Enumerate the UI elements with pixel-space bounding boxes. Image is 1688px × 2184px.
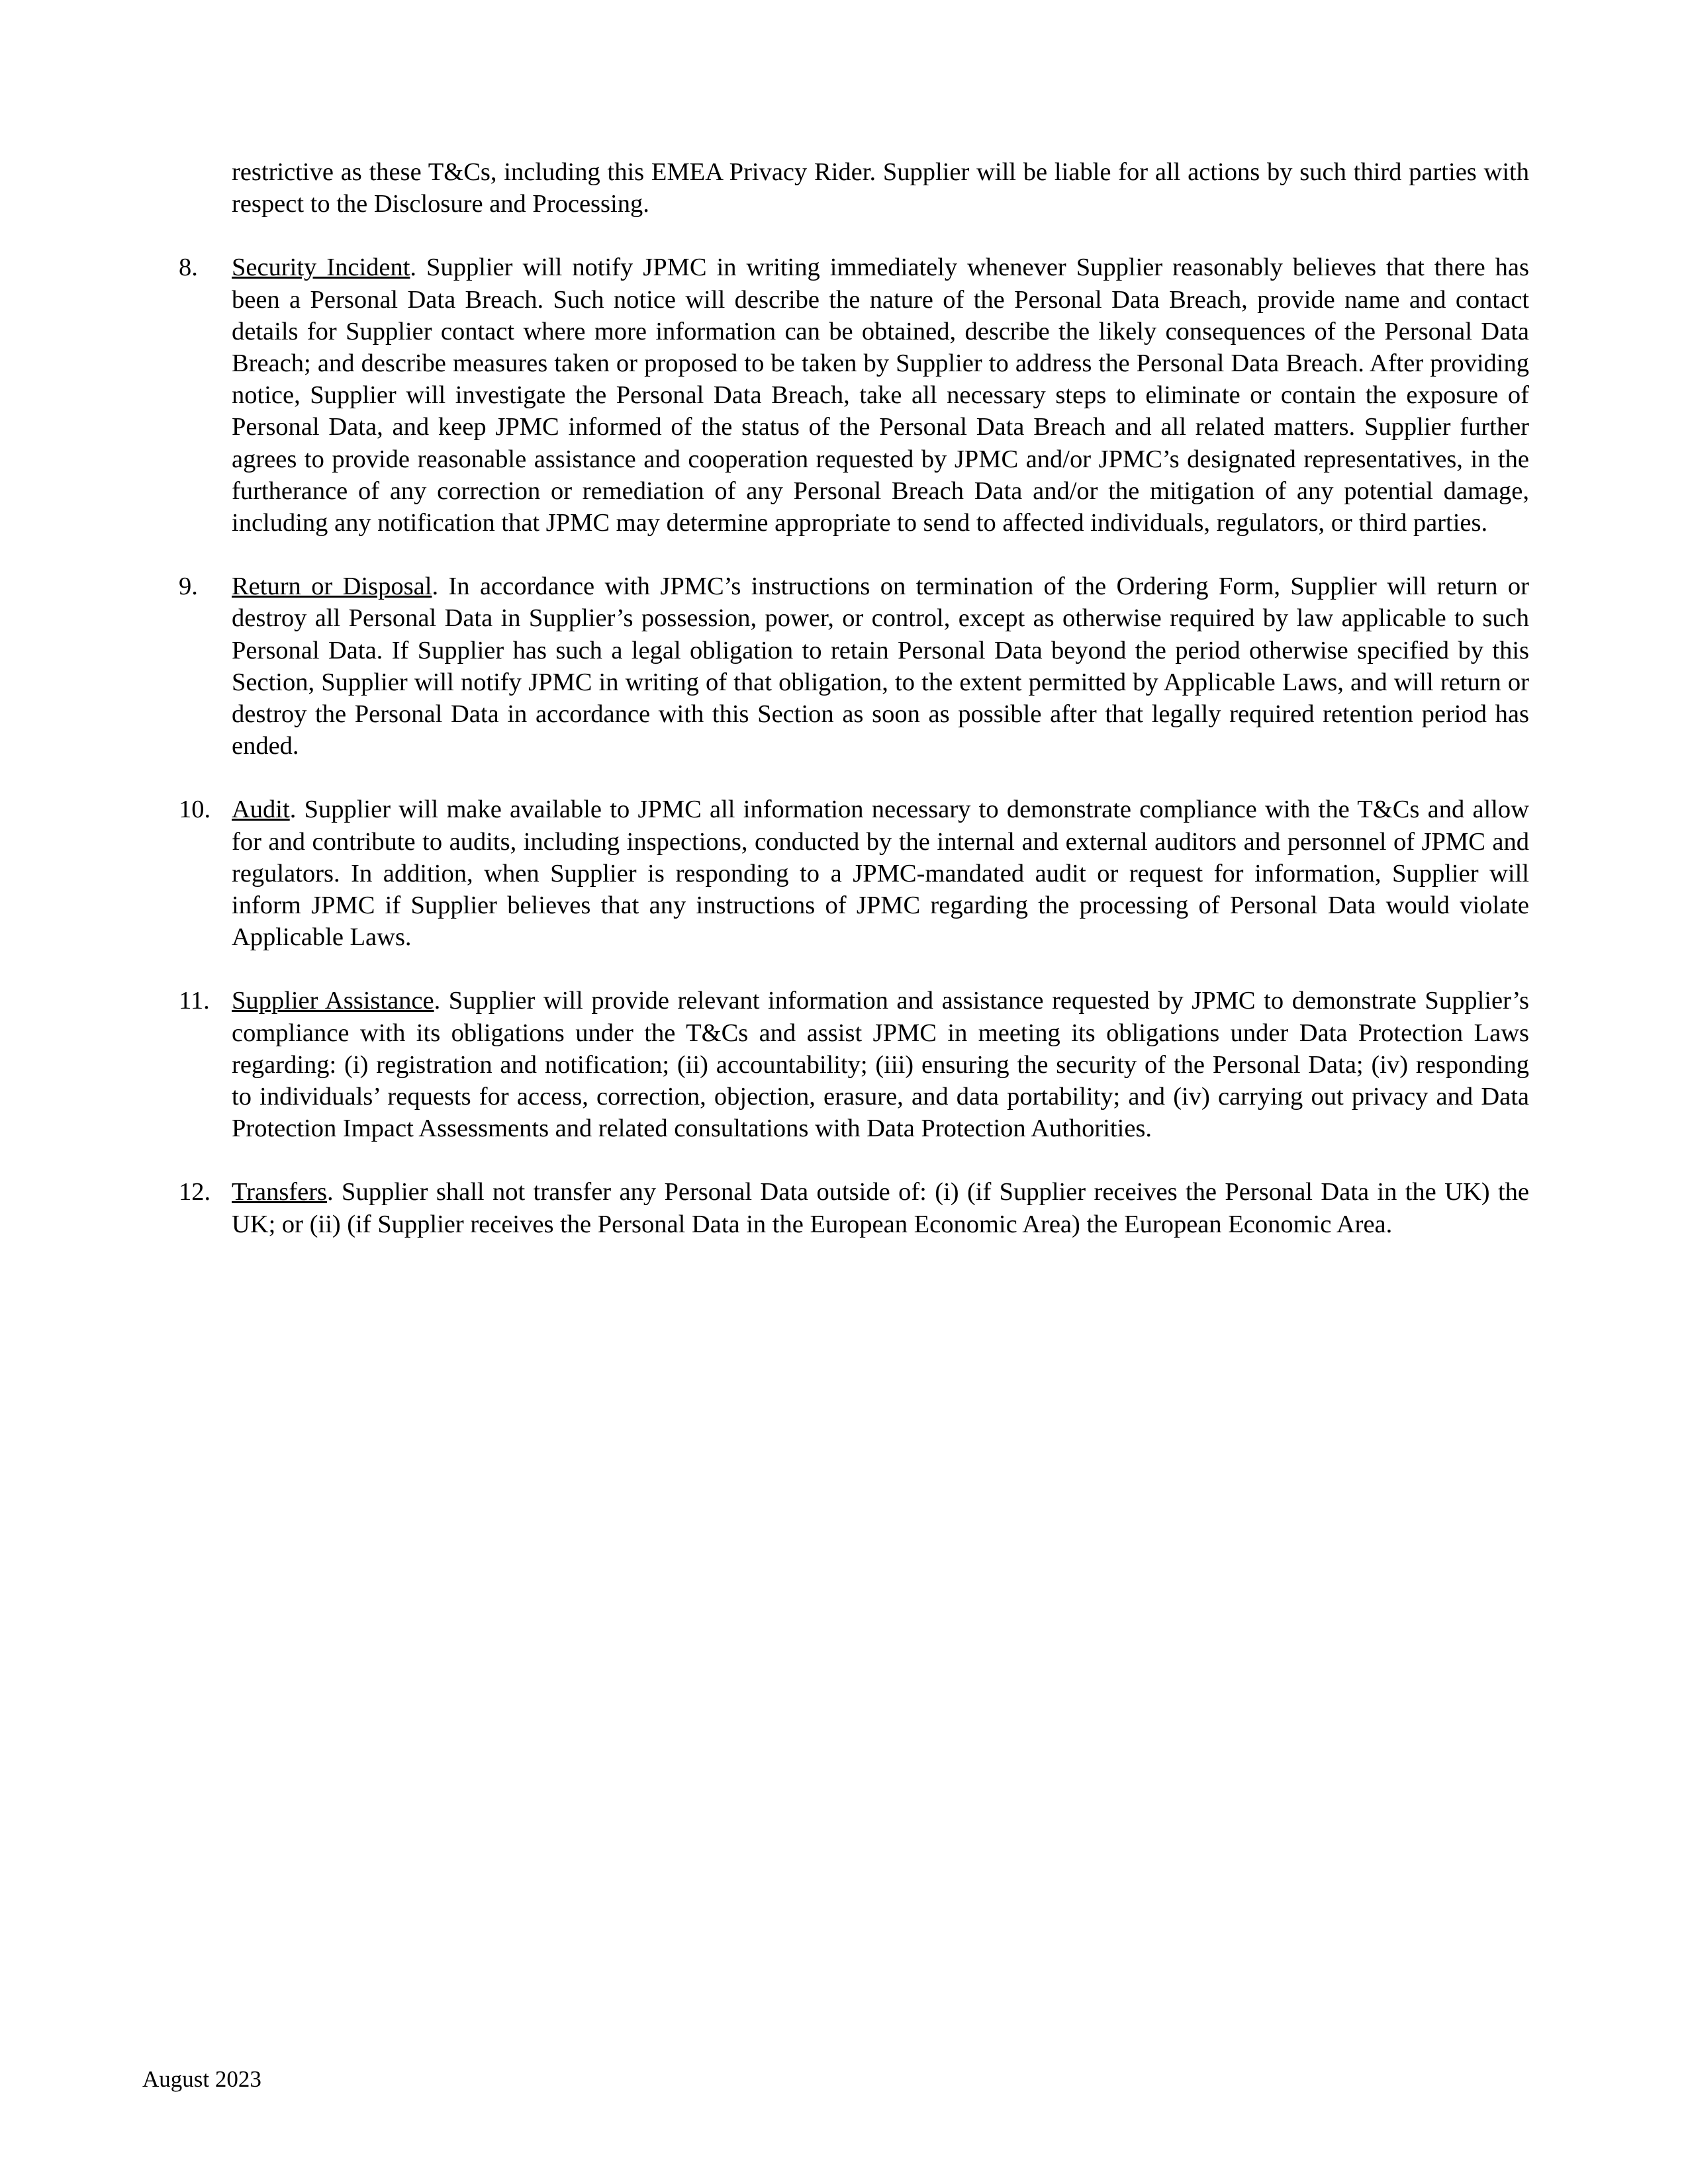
section-body: . Supplier shall not transfer any Personal Data outside of: (i) (if Supplier receives the Personal Data in the UK) the UK; or (ii) (if Supplier receives the Personal Data in the European Economic Area) the European Economic Area.: [232, 1178, 1529, 1238]
section-9: [179, 570, 1529, 762]
continuation-paragraph: restrictive as these T&Cs, including this EMEA Privacy Rider. Supplier will be liable for all actions by such third parties with respect to the Disclosure and Processing.: [232, 158, 1529, 218]
section-number: 10.: [179, 796, 211, 824]
section-number: 8.: [179, 253, 198, 282]
section-number: 12.: [179, 1178, 211, 1206]
section-heading: Return or Disposal: [232, 572, 432, 601]
section-12: [179, 1176, 1529, 1240]
document-body: [179, 156, 1529, 1272]
section-8: [179, 251, 1529, 539]
section-body: . Supplier will notify JPMC in writing immediately whenever Supplier reasonably believes that there has been a Personal Data Breach. Such notice will describe the nature of the Personal Data Breach, provide name and contact details for Supplier contact where more information can be obtained, describe the likely consequences of the Personal Data Breach; and describe measures taken or proposed to be taken by Supplier to address the Personal Data Breach. After providing notice, Supplier will investigate the Personal Data Breach, take all necessary steps to eliminate or contain the exposure of Personal Data, and keep JPMC informed of the status of the Personal Data Breach and all related matters. Supplier further agrees to provide reasonable assistance and cooperation requested by JPMC and/or JPMC’s designated representatives, in the furtherance of any correction or remediation of any Personal Breach Data and/or the mitigation of any potential damage, including any notification that JPMC may determine appropriate to send to affected individuals, regulators, or third parties.: [232, 253, 1529, 537]
section-body: . In accordance with JPMC’s instructions on termination of the Ordering Form, Supplier will return or destroy all Personal Data in Supplier’s possession, power, or control, except as otherwise required by law applicable to such Personal Data. If Supplier has such a legal obligation to retain Personal Data beyond the period otherwise specified by this Section, Supplier will notify JPMC in writing of that obligation, to the extent permitted by Applicable Laws, and will return or destroy the Personal Data in accordance with this Section as soon as possible after that legally required retention period has ended.: [232, 572, 1529, 760]
section-heading: Transfers: [232, 1178, 328, 1206]
section-body: . Supplier will make available to JPMC all information necessary to demonstrate compliance with the T&Cs and allow for and contribute to audits, including inspections, conducted by the internal and external auditors and personnel of JPMC and regulators. In addition, when Supplier is responding to a JPMC-mandated audit or request for information, Supplier will inform JPMC if Supplier believes that any instructions of JPMC regarding the processing of Personal Data would violate Applicable Laws.: [232, 796, 1529, 952]
section-body: . Supplier will provide relevant information and assistance requested by JPMC to demonstrate Supplier’s compliance with its obligations under the T&Cs and assist JPMC in meeting its obligations under Data Protection Laws regarding: (i) registration and notification; (ii) accountability; (iii) ensuring the security of the Personal Data; (iv) responding to individuals’ requests for access, correction, objection, erasure, and data portability; and (iv) carrying out privacy and Data Protection Impact Assessments and related consultations with Data Protection Authorities.: [232, 987, 1529, 1143]
section-number: 9.: [179, 572, 198, 601]
section-heading: Supplier Assistance: [232, 987, 434, 1015]
section-heading: Audit: [232, 796, 290, 824]
footer-date: August 2023: [142, 2066, 261, 2092]
section-10: [179, 794, 1529, 953]
section-number: 11.: [179, 987, 210, 1015]
section-11: [179, 985, 1529, 1144]
section-heading: Security Incident: [232, 253, 410, 282]
